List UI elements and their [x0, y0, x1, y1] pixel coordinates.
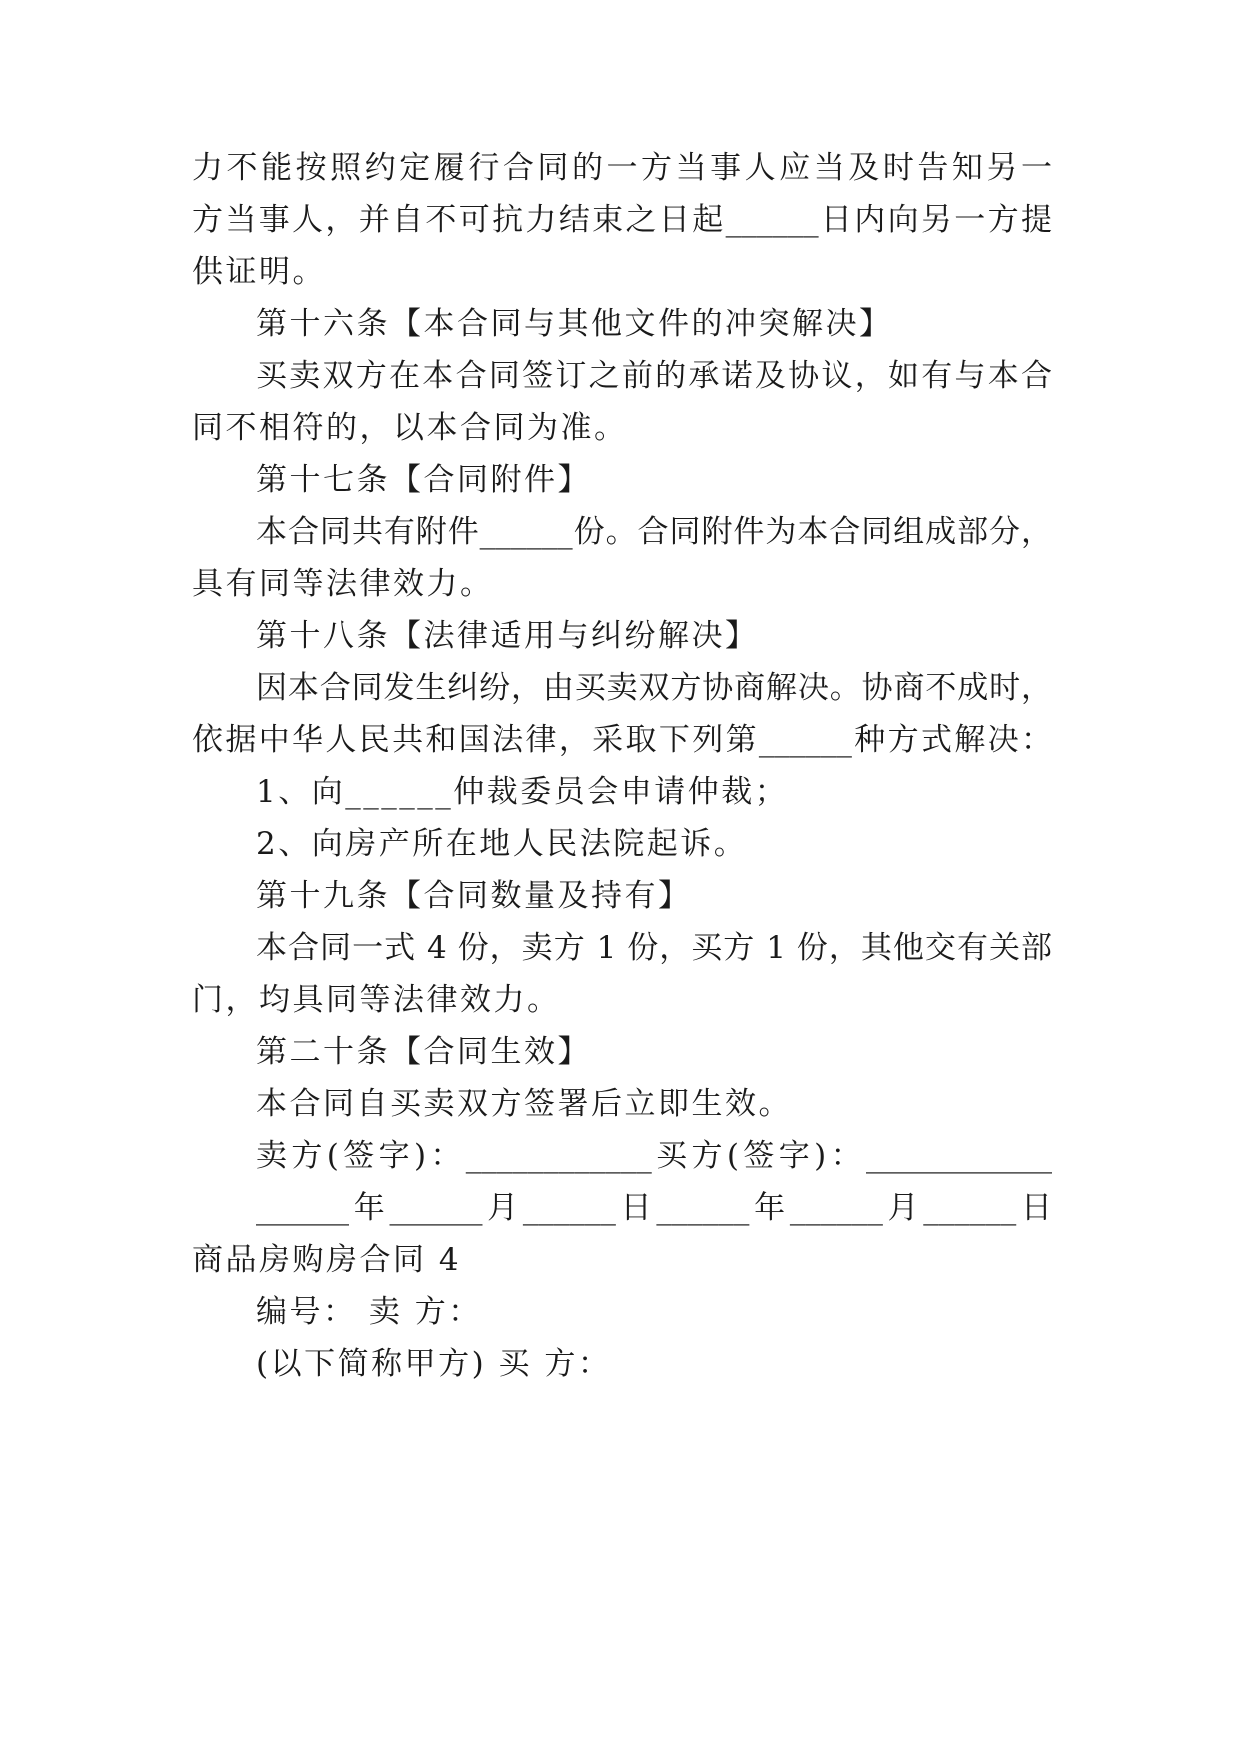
paragraph-line: 买卖双方在本合同签订之前的承诺及协议，如有与本合	[256, 358, 1052, 394]
paragraph-line: 供证明。	[192, 254, 326, 290]
paragraph-line: 同不相符的，以本合同为准。	[192, 410, 628, 446]
paragraph-line: 本合同共有附件______份。合同附件为本合同组成部分，	[256, 514, 1052, 550]
paragraph-line: 本合同一式 4 份，卖方 1 份，买方 1 份，其他交有关部	[256, 930, 1052, 966]
paragraph-line: 因本合同发生纠纷，由买卖双方协商解决。协商不成时，	[256, 670, 1052, 706]
paragraph-line: 力不能按照约定履行合同的一方当事人应当及时告知另一	[192, 150, 1052, 186]
paragraph-line: 方当事人，并自不可抗力结束之日起______日内向另一方提	[192, 202, 1052, 238]
article-heading: 第十七条【合同附件】	[256, 462, 591, 498]
list-item: 1、向______仲裁委员会申请仲裁；	[256, 774, 789, 810]
signature-line: 卖方(签字)：____________买方(签字)：____________	[256, 1138, 1052, 1174]
paragraph-line: 门，均具同等法律效力。	[192, 982, 561, 1018]
article-heading: 第十九条【合同数量及持有】	[256, 878, 692, 914]
paragraph-line: 本合同自买卖双方签署后立即生效。	[256, 1086, 792, 1122]
article-heading: 第十六条【本合同与其他文件的冲突解决】	[256, 306, 893, 342]
list-item: 2、向房产所在地人民法院起诉。	[256, 826, 748, 862]
paragraph-line: 具有同等法律效力。	[192, 566, 494, 602]
article-heading: 第二十条【合同生效】	[256, 1034, 591, 1070]
document-title: 商品房购房合同 4	[192, 1242, 462, 1278]
party-line: (以下简称甲方) 买 方：	[256, 1346, 612, 1382]
paragraph-line: 依据中华人民共和国法律，采取下列第______种方式解决：	[192, 722, 1052, 758]
contract-number-line: 编号： 卖 方：	[256, 1294, 482, 1330]
article-heading: 第十八条【法律适用与纠纷解决】	[256, 618, 759, 654]
date-line: ______年______月______日______年______月______日	[256, 1190, 1052, 1226]
